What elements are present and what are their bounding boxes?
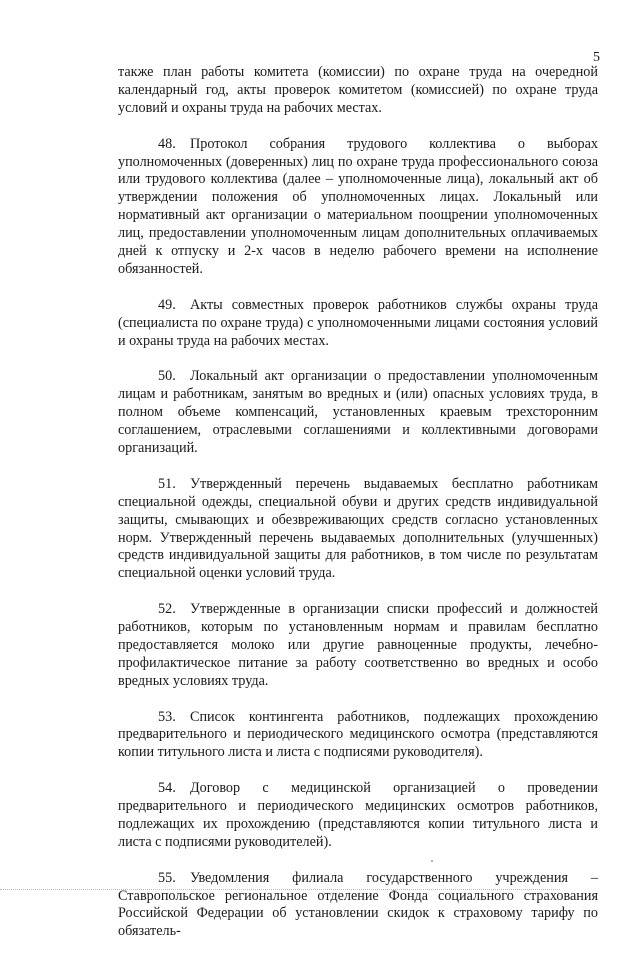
page-number: 5 <box>593 50 600 65</box>
scan-edge-line <box>0 889 560 890</box>
paragraph-text: Акты совместных проверок работников службы охраны труда (специалиста по охране труда) с уполномоченными лицами состояния условий и охраны труда на рабочих местах. <box>118 296 598 349</box>
paragraph-text: Договор с медицинской организацией о проведении предварительного и периодического медицинских осмотров работников, подлежащих их прохождению (представляются копии титульного листа и листа с подписями руководителей). <box>118 780 598 850</box>
paragraph-51 <box>118 476 598 583</box>
paragraph-55 <box>118 870 598 942</box>
paragraph-number: 53. <box>158 708 176 725</box>
paragraph-text: Утвержденные в организации списки профессий и должностей работников, которым по установленным нормам и правилам бесплатно предоставляется молоко или другие равноценные продукты, лечебно-профилактическое питание за работу соответственно во вредных и особо вредных условиях труда. <box>118 601 598 689</box>
document-body <box>118 64 598 959</box>
paragraph-49 <box>118 297 598 351</box>
paragraph-48 <box>118 136 598 279</box>
paragraph-50 <box>118 368 598 458</box>
paragraph-52 <box>118 601 598 691</box>
paragraph-53 <box>118 709 598 763</box>
paragraph-number: 49. <box>158 296 176 313</box>
paragraph-54 <box>118 780 598 852</box>
paragraph-text: Локальный акт организации о предоставлении уполномоченным лицам и работникам, занятым во вредных и (или) опасных условиях труда, в полном объеме компенсаций, установленных краевым трехсторонним соглашением, отраслевыми соглашениями и коллективными договорами организаций. <box>118 368 598 456</box>
paragraph-number: 55. <box>158 869 176 886</box>
paragraph-number: 52. <box>158 601 176 618</box>
paragraph-number: 51. <box>158 475 176 492</box>
paragraph-text: Уведомления филиала государственного учреждения – Ставропольское региональное отделение Фонда социального страхования Российской Федерации об установлении скидок к страховому тарифу по обязатель- <box>118 869 598 940</box>
paragraph-number: 48. <box>158 135 176 152</box>
paragraph-text: Список контингента работников, подлежащих прохождению предварительного и периодического медицинского осмотра (представляются копии титульного листа и листа с подписями руководителя). <box>118 708 598 761</box>
scan-speck <box>431 860 433 862</box>
paragraph-number: 50. <box>158 368 176 385</box>
paragraph-number: 54. <box>158 780 176 797</box>
paragraph-text: Протокол собрания трудового коллектива о выборах уполномоченных (доверенных) лиц по охране труда профессионального союза или трудового коллектива (далее – уполномоченные лица), локальный акт об утверждении положения об уполномоченных лицах. Локальный или нормативный акт организации о материальном поощрении уполномоченных лиц, предоставлении уполномоченным лицам дополнительных оплачиваемых дней к отпуску и 2-х часов в неделю рабочего времени на исполнение обязанностей. <box>118 135 598 277</box>
paragraph-text: Утвержденный перечень выдаваемых бесплатно работникам специальной одежды, специальной обуви и других средств индивидуальной защиты, смывающих и обезвреживающих средств согласно установленных норм. Утвержденный перечень выдаваемых дополнительных (улучшенных) средств индивидуальной защиты для работников, в том числе по результатам специальной оценки условий труда. <box>118 475 598 582</box>
intro-paragraph: также план работы комитета (комиссии) по охране труда на очередной календарный год, акты проверок комитетом (комиссией) по охране труда условий и охраны труда на рабочих местах. <box>118 64 598 116</box>
